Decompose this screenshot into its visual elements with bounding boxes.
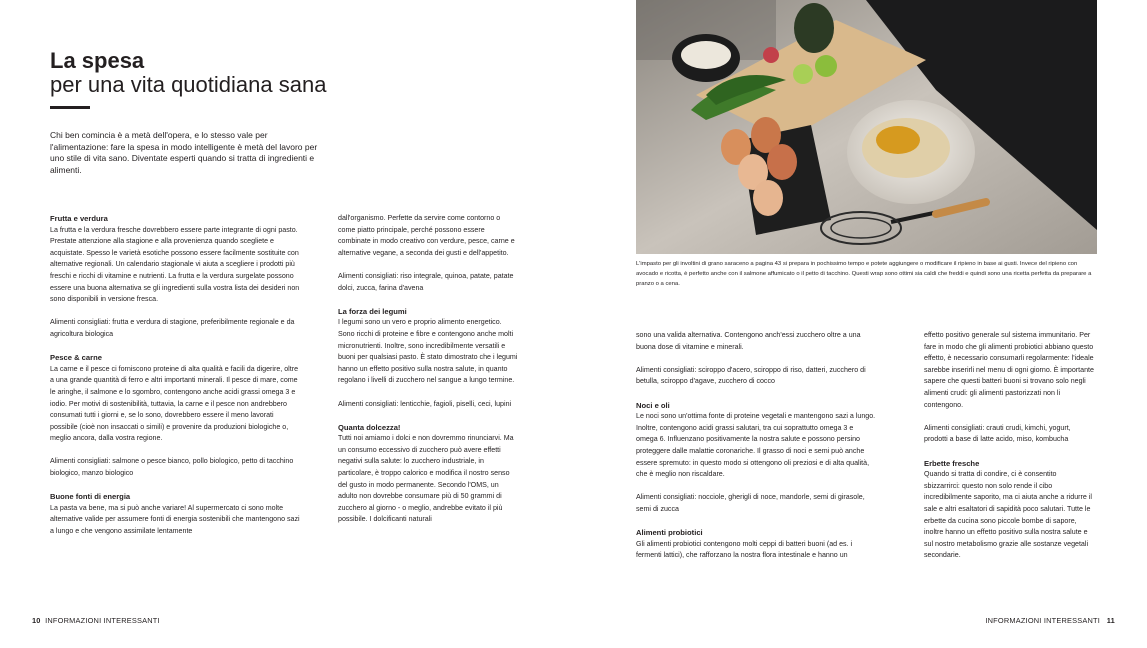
section-body: Tutti noi amiamo i dolci e non dovremmo rinunciarvi. Ma un consumo eccessivo di zucchero può avere effetti negativi sulla salute: lo zucchero industriale, in particolare, è troppo calorico e modifica il nostro senso del gusto in modo permanente. Secondo l'OMS, un adulto non dovrebbe consumare più di 50 grammi di zucchero al giorno - o meglio, andrebbe evitato il più possibile. I dolcificanti naturali <box>338 434 514 524</box>
section-body: La frutta e la verdura fresche dovrebbero essere parte integrante di ogni pasto. Prestate attenzione alla stagione e alla provenienza quando scegliete e acquistate. Spesso le varietà esotiche possono essere facilmente sostituite con alternative regionali. Un calendario stagionale vi aiuta a scegliere i prodotti più freschi e ricchi di vitamine e nutrienti. La frutta e la verdura surgelate possono essere una buona alternativa se gli ingredienti sulla vostra lista dei desideri non sono disponibili in versione fresca. <box>50 225 300 304</box>
recommended-foods: Alimenti consigliati: lenticchie, fagioli, piselli, ceci, lupini <box>338 399 512 408</box>
intro-paragraph: Chi ben comincia è a metà dell'opera, e lo stesso vale per l'alimentazione: fare la spesa in modo intelligente è metà del lavoro per uno stile di vita sano. Diventate esperti quando si tratta di ingredienti e alimenti. <box>50 130 318 175</box>
food-photo <box>636 0 1097 254</box>
text-column-1 <box>50 213 300 538</box>
footer-left <box>32 616 160 625</box>
section-heading: Pesce & carne <box>50 353 102 363</box>
running-footer-label: INFORMAZIONI INTERESSANTI <box>985 616 1101 625</box>
page-number: 10 <box>32 616 41 625</box>
radish <box>763 47 779 63</box>
section-body: Quando si tratta di condire, ci è consentito sbizzarrirci: questo non solo rende il cibo incredibilmente saporito, ma ci aiuta anche a ridurre il sale e altri esaltatori di sapidità poco salutari. Tutte le erbette da cucina sono piccole bombe di sapore, inoltre hanno un effetto positivo sulla nostra salute e sul nostro metabolismo grazie alle sostanze vegetali secondarie. <box>924 470 1092 560</box>
page-title: La spesa <box>50 48 145 73</box>
section-heading: Buone fonti di energia <box>50 492 131 502</box>
recommended-foods: Alimenti consigliati: sciroppo d'acero, sciroppo di riso, datteri, zucchero di betulla, sciroppo d'agave, zucchero di cocco <box>636 365 866 386</box>
page-number: 11 <box>1106 616 1115 625</box>
avocado <box>794 3 834 53</box>
section-body: La pasta va bene, ma si può anche variare! Al supermercato ci sono molte alternative valide per assumere fonti di energia sostenibili che mantengono sazi a lungo e che vengono assimilate lentamente <box>50 503 300 536</box>
section-noci-oli <box>636 400 876 481</box>
title-divider <box>50 106 90 109</box>
egg <box>767 144 797 180</box>
section-body: La carne e il pesce ci forniscono proteine di alta qualità e facili da digerire, oltre a una grande quantità di ferro e altri importanti minerali. Il pesce di mare, come le aringhe, il salmone e lo sgombro, contengono anche acidi grassi omega 3 e iodio. Per motivi di sostenibilità, tuttavia, la carne e il pesce non andrebbero consumati tutti i giorni e, se lo sono, dovrebbero essere il meno lavorati possibile (cioè non insaccati o simili) e provenire da produzioni biologiche o, meglio ancora, dalla vostra regione. <box>50 364 299 443</box>
section-body: Gli alimenti probiotici contengono molti ceppi di batteri buoni (ad es. i fermenti lattici), che rafforzano la nostra flora intestinale e hanno un <box>636 539 853 560</box>
section-heading: La forza dei legumi <box>338 306 407 316</box>
section-frutta-verdura <box>50 213 300 306</box>
egg-yolk <box>876 126 920 154</box>
recommended-foods: Alimenti consigliati: crauti crudi, kimchi, yogurt, prodotti a base di latte acido, miso, kombucha <box>924 423 1071 444</box>
section-heading: Quanta dolcezza! <box>338 422 401 432</box>
section-erbette <box>924 458 1094 562</box>
section-heading: Frutta e verdura <box>50 214 108 223</box>
footer-right <box>985 616 1115 625</box>
section-heading: Erbette fresche <box>924 458 980 468</box>
text-column-4 <box>924 330 1094 562</box>
text-column-2 <box>338 213 518 526</box>
continued-text: dall'organismo. Perfette da servire come contorno o come piatto principale, perché possono essere combinate in modo creativo con verdure, pesce, carne e alternative vegane, a seconda dei gusti e dell'appetito. <box>338 214 515 257</box>
food-photo-illustration <box>636 0 1097 254</box>
section-body: Le noci sono un'ottima fonte di proteine vegetali e mantengono sazi a lungo. Inoltre, contengono acidi grassi salutari, tra cui soprattutto omega 3 e omega 6. Influenzano positivamente la nostra salute e possono persino proteggere dalle malattie coronariche. Il grasso di noci e semi può anche essere spremuto: in questo modo si ottengono oli preziosi e di alta qualità, che è meglio non riscaldare. <box>636 412 876 479</box>
recommended-foods: Alimenti consigliati: salmone o pesce bianco, pollo biologico, petto di tacchino biologico, manzo biologico <box>50 457 294 478</box>
section-legumi <box>338 306 518 387</box>
section-probiotici <box>636 527 876 562</box>
photo-caption: L'impasto per gli involtini di grano saraceno a pagina 43 si prepara in pochissimo tempo e potete aggiungere o modificare il ripieno in base ai gusti. Invece del ripieno con avocado e ricotta, è perfetto anche con il salmone affumicato o il petto di tacchino. Questi wrap sono ottimi sia caldi che freddi e quindi sono una ricetta perfetta da preparare a pranzo o a cena. <box>636 261 1092 288</box>
section-heading: Alimenti probiotici <box>636 528 703 538</box>
egg <box>753 180 783 216</box>
section-heading: Noci e oli <box>636 400 670 410</box>
lime <box>815 55 837 77</box>
section-body: I legumi sono un vero e proprio alimento energetico. Sono ricchi di proteine e fibre e contengono anche molti micronutrienti. Inoltre, sono incredibilmente versatili e buoni per qualsiasi pasto. È stato dimostrato che i legumi hanno un effetto positivo sulla nostra salute, in quanto regolano i livelli di zucchero nel sangue a lungo termine. <box>338 318 518 385</box>
page-subtitle: per una vita quotidiana sana <box>50 72 327 97</box>
recommended-foods: Alimenti consigliati: frutta e verdura di stagione, preferibilmente regionale e da agricoltura biologica <box>50 318 295 338</box>
section-fonti-energia <box>50 491 300 537</box>
continued-text: effetto positivo generale sul sistema immunitario. Per fare in modo che gli alimenti probiotici abbiano questo effetto, è necessario consumarli regolarmente: l'ideale sarebbe inserirli nel menu di ogni giorno. È importante sapere che questi batteri buoni si trovano solo negli alimenti crudi: gli alimenti pastorizzati non li contengono. <box>924 331 1094 409</box>
running-footer-label: INFORMAZIONI INTERESSANTI <box>45 616 160 625</box>
section-pesce-carne <box>50 352 300 445</box>
text-column-3 <box>636 330 876 562</box>
recommended-foods: Alimenti consigliati: riso integrale, quinoa, patate, patate dolci, zucca, farina d'avena <box>338 271 514 292</box>
section-dolcezza <box>338 422 518 526</box>
recommended-foods: Alimenti consigliati: nocciole, gherigli di noce, mandorle, semi di girasole, semi di zucca <box>636 493 865 513</box>
continued-text: sono una valida alternativa. Contengono anch'essi zucchero oltre a una buona dose di vitamine e minerali. <box>636 331 861 351</box>
